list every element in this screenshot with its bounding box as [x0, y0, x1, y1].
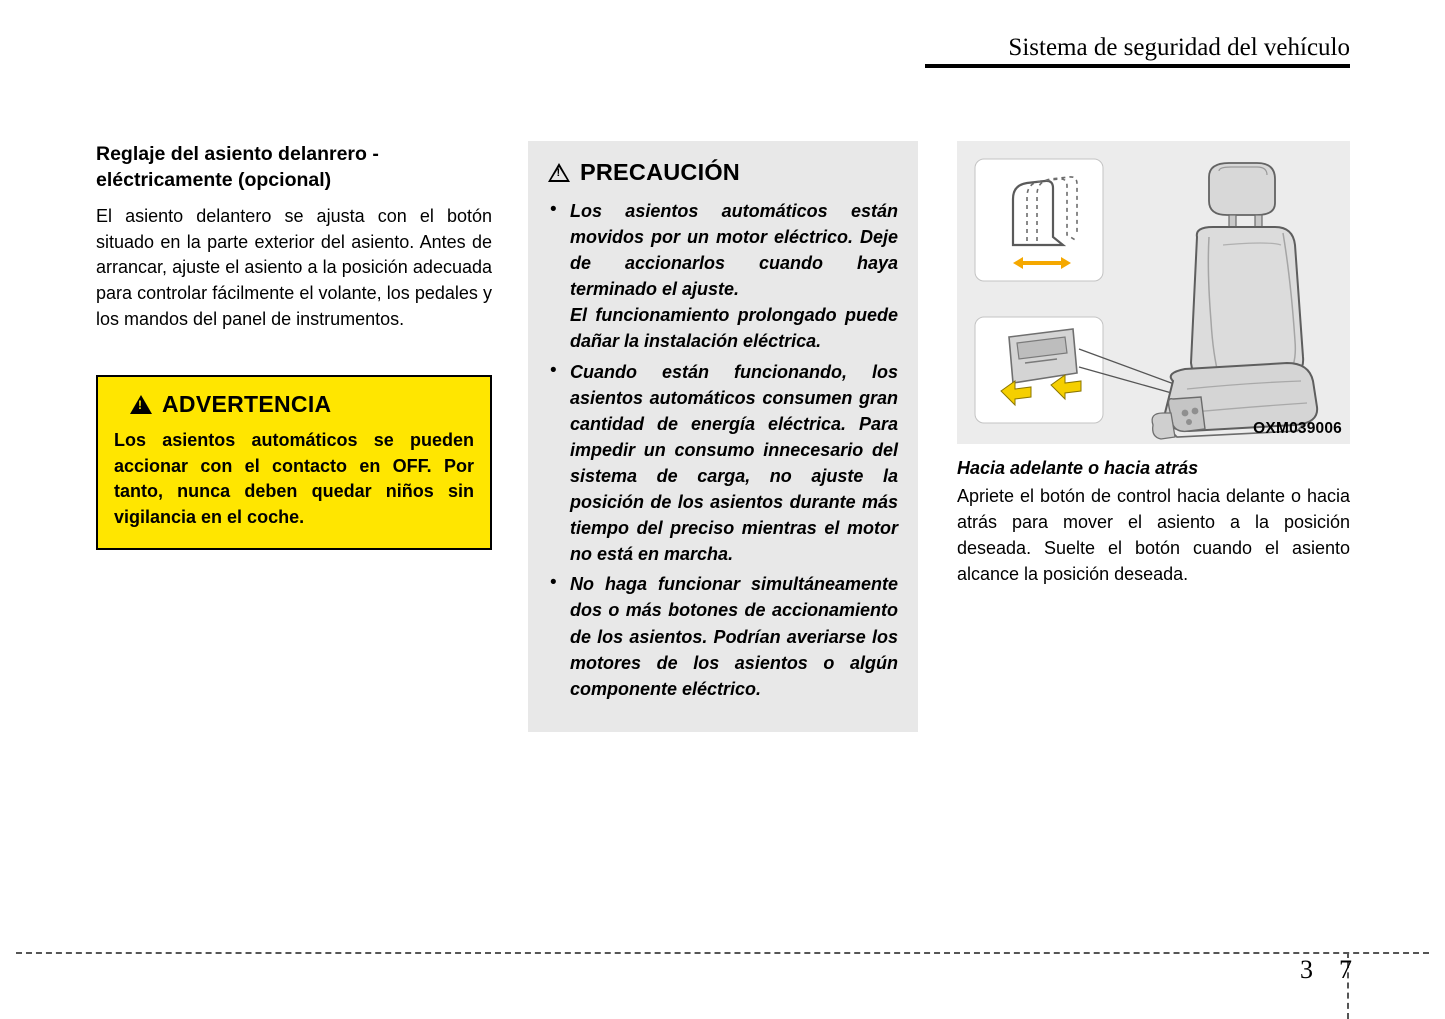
- list-item: [548, 359, 898, 568]
- list-item: [548, 571, 898, 701]
- section-body-text: El asiento delantero se ajusta con el botón situado en la parte exterior del asiento. Antes de arrancar, ajuste el asiento a la posición adecuada para controlar fácilmente el volante, los pedales y los mandos del panel de instrumentos.: [96, 205, 492, 330]
- figure-caption: Hacia adelante o hacia atrás: [957, 458, 1199, 478]
- page-number-value: 7: [1339, 955, 1352, 984]
- bullet-paragraph: • Los asientos automáticos están movidos por un motor eléctrico. Deje de accionarlos cuando haya terminado el ajuste.: [570, 201, 898, 300]
- right-column: [957, 141, 1350, 587]
- power-seat-illustration: [957, 141, 1350, 444]
- left-column: [96, 141, 492, 550]
- chapter-number: 3: [1300, 955, 1313, 984]
- figure-body-text: Apriete el botón de control hacia delante o hacia atrás para mover el asiento a la posición deseada. Suelte el botón cuando el asiento alcance la posición deseada.: [957, 486, 1350, 585]
- bullet-paragraph: El funcionamiento prolongado puede dañar la instalación eléctrica.: [570, 305, 898, 352]
- precaucion-header: [548, 159, 898, 186]
- page-title: Sistema de seguridad del vehículo: [1008, 34, 1350, 61]
- caution-triangle-icon: [548, 163, 570, 182]
- warning-triangle-icon: [130, 395, 152, 414]
- middle-column: [528, 141, 918, 732]
- bullet-paragraph: • No haga funcionar simultáneamente dos o más botones de accionamiento de los asientos. Podrían averiarse los motores de los asientos o algún componente eléctrico.: [570, 574, 898, 699]
- figure-code: OXM039006: [1253, 420, 1342, 437]
- precaucion-callout: [528, 141, 918, 732]
- list-item: [548, 198, 898, 355]
- advertencia-text: Los asientos automáticos se pueden accionar con el contacto en OFF. Por tanto, nunca deben quedar niños sin vigilancia en el coche.: [114, 430, 474, 527]
- advertencia-header: [114, 391, 474, 418]
- precaucion-bullet-list: [548, 198, 898, 702]
- advertencia-callout: [96, 375, 492, 550]
- seat-diagram-svg: [957, 141, 1350, 444]
- page-header: [925, 34, 1350, 62]
- footer-divider: [16, 952, 1429, 954]
- page-number: [1300, 955, 1420, 985]
- bullet-paragraph: • Cuando están funcionando, los asientos automáticos consumen gran cantidad de energía eléctrica. Para impedir un consumo innecesario del sistema de carga, no ajuste la posición de los asientos durante más tiempo del preciso mientras el motor no está en marcha.: [570, 361, 898, 565]
- precaucion-title: PRECAUCIÓN: [580, 159, 740, 185]
- advertencia-title: ADVERTENCIA: [162, 391, 332, 418]
- section-heading: Reglaje del asiento delanrero - eléctricamente (opcional): [96, 143, 379, 192]
- header-divider: [925, 64, 1350, 68]
